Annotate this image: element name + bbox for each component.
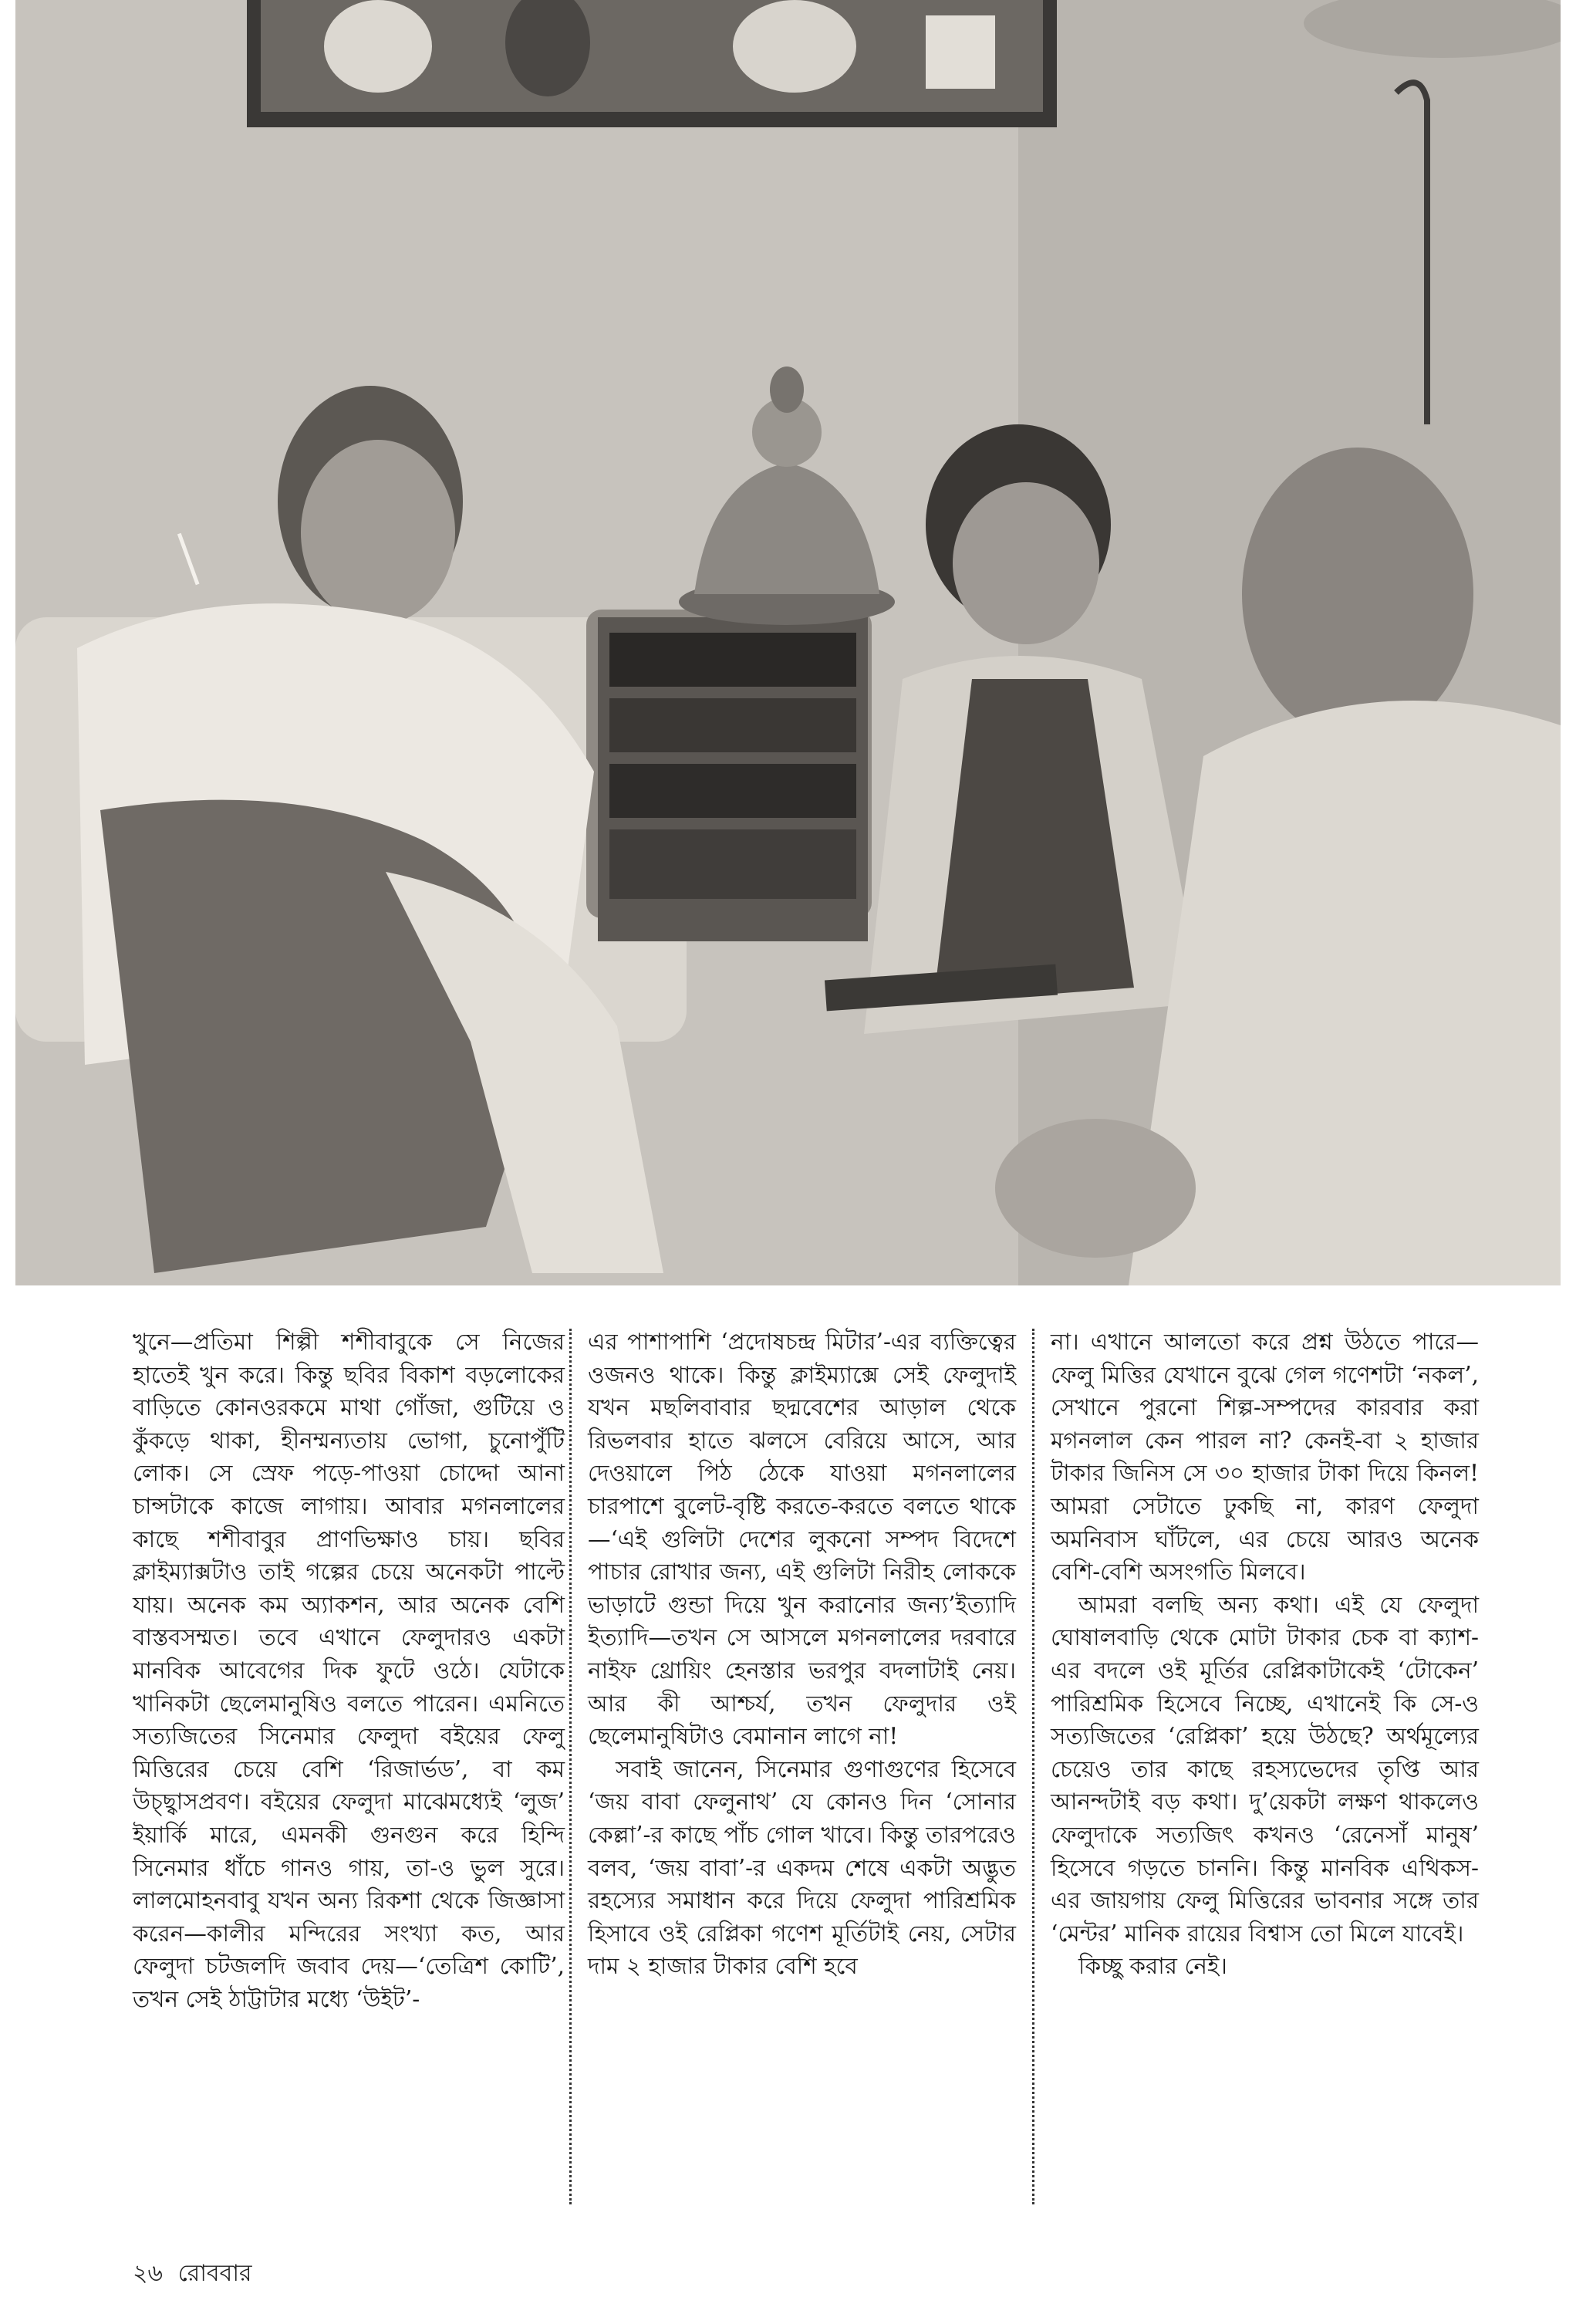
framed-painting-icon [247,0,1057,127]
page-footer [133,2255,260,2294]
article-column-3 [1051,1326,1479,1983]
magazine-name: রোববার [177,2260,252,2287]
film-still-photo [15,0,1561,1285]
article-column-1 [133,1326,565,2015]
column-divider [1032,1329,1034,2204]
paragraph: না। এখানে আলতো করে প্রশ্ন উঠতে পারে—ফেলু মিত্তির যেখানে বুঝে গেল গণেশটা ‘নকল’, সেখানে পুরনো শিল্প-সম্পদের কারবার করা মগনলাল কেন পারল না? কেনই-বা ২ হাজার টাকার জিনিস সে ৩০ হাজার টাকা দিয়ে কিনল! আমরা সেটাতে ঢুকছি না, কারণ ফেলুদা অমনিবাস ঘাঁটলে, এর চেয়ে আরও অনেক বেশি-বেশি অসংগতি মিলবে। [1051,1329,1479,1586]
column-divider [569,1329,572,2204]
paragraph: খুনে—প্রতিমা শিল্পী শশীবাবুকে সে নিজের হাতেই খুন করে। কিন্তু ছবির বিকাশ বড়লোকের বাড়িতে কোনওরকমে মাথা গোঁজা, গুটিয়ে ও কুঁকড়ে থাকা, হীনম্মন্যতায় ভোগা, চুনোপুঁটি লোক। সে স্রেফ পড়ে-পাওয়া চোদ্দো আনা চান্সটাকে কাজে লাগায়। আবার মগনলালের কাছে শশীবাবুর প্রাণভিক্ষাও চায়। ছবির ক্লাইম্যাক্সটাও তাই গল্পের চেয়ে অনেকটা পাল্টে যায়। অনেক কম অ্যাকশন, আর অনেক বেশি বাস্তবসম্মত। তবে এখানে ফেলুদারও একটা মানবিক আবেগের দিক ফুটে ওঠে। যেটাকে খানিকটা ছেলেমানুষিও বলতে পারেন। এমনিতে সত্যজিতের সিনেমার ফেলুদা বইয়ের ফেলু মিত্তিরের চেয়ে বেশি ‘রিজার্ভড’, বা কম উচ্ছ্বাসপ্রবণ। বইয়ের ফেলুদা মাঝেমধ্যেই ‘লুজ’ ইয়ার্কি মারে, এমনকী গুনগুন করে হিন্দি সিনেমার ধাঁচে গানও গায়, তা-ও ভুল সুরে। লালমোহনবাবু যখন অন্য রিকশা থেকে জিজ্ঞাসা করেন—কালীর মন্দিরের সংখ্যা কত, আর ফেলুদা চটজলদি জবাব দেয়—‘তেত্রিশ কোটি’, তখন সেই ঠাট্টাটার মধ্যে ‘উইট’- [133,1329,565,2012]
paragraph: কিচ্ছু করার নেই। [1078,1953,1227,1980]
paragraph: এর পাশাপাশি ‘প্রদোষচন্দ্র মিটার’-এর ব্যক্তিত্বের ওজনও থাকে। কিন্তু ক্লাইম্যাক্সে সেই ফেলুদাই যখন মছলিবাবার ছদ্মবেশের আড়াল থেকে রিভলবার হাতে ঝলসে বেরিয়ে আসে, আর দেওয়ালে পিঠ ঠেকে যাওয়া মগনলালের চারপাশে বুলেট-বৃষ্টি করতে-করতে বলতে থাকে—‘এই গুলিটা দেশের লুকনো সম্পদ বিদেশে পাচার রোখার জন্য, এই গুলিটা নিরীহ লোককে ভাড়াটে গুন্ডা দিয়ে খুন করানোর জন্য’ইত্যাদি ইত্যাদি—তখন সে আসলে মগনলালের দরবারে নাইফ থ্রোয়িং হেনস্তার ভরপুর বদলাটাই নেয়। আর কী আশ্চর্য, তখন ফেলুদার ওই ছেলেমানুষিটাও বেমানান লাগে না! [588,1329,1016,1750]
paragraph: আমরা বলছি অন্য কথা। এই যে ফেলুদা ঘোষালবাড়ি থেকে মোটা টাকার চেক বা ক্যাশ-এর বদলে ওই মূর্তির রেপ্লিকাটাকেই ‘টোকেন’ পারিশ্রমিক হিসেবে নিচ্ছে, এখানেই কি সে-ও সত্যজিতের ‘রেপ্লিকা’ হয়ে উঠছে? অর্থমূল্যের চেয়েও তার কাছে রহস্যভেদের তৃপ্তি আর আনন্দটাই বড় কথা। দু’য়েকটা লক্ষণ থাকলেও ফেলুদাকে সত্যজিৎ কখনও ‘রেনেসাঁ মানুষ’ হিসেবে গড়তে চাননি। কিন্তু মানবিক এথিকস-এর জায়গায় ফেলু মিত্তিরের ভাবনার সঙ্গে তার ‘মেন্টর’ মানিক রায়ের বিশ্বাস তো মিলে যাবেই। [1051,1591,1479,1947]
paragraph: সবাই জানেন, সিনেমার গুণাগুণের হিসেবে ‘জয় বাবা ফেলুনাথ’ যে কোনও দিন ‘সোনার কেল্লা’-র কাছে পাঁচ গোল খাবে। কিন্তু তারপরেও বলব, ‘জয় বাবা’-র একদম শেষে একটা অদ্ভুত রহস্যের সমাধান করে দিয়ে ফেলুদা পারিশ্রমিক হিসাবে ওই রেপ্লিকা গণেশ মূর্তিটাই নেয়, সেটার দাম ২ হাজার টাকার বেশি হবে [588,1755,1016,1980]
bookshelf-icon [598,617,868,941]
page-number: ২৬ [133,2260,164,2287]
article-column-2 [588,1326,1016,1983]
